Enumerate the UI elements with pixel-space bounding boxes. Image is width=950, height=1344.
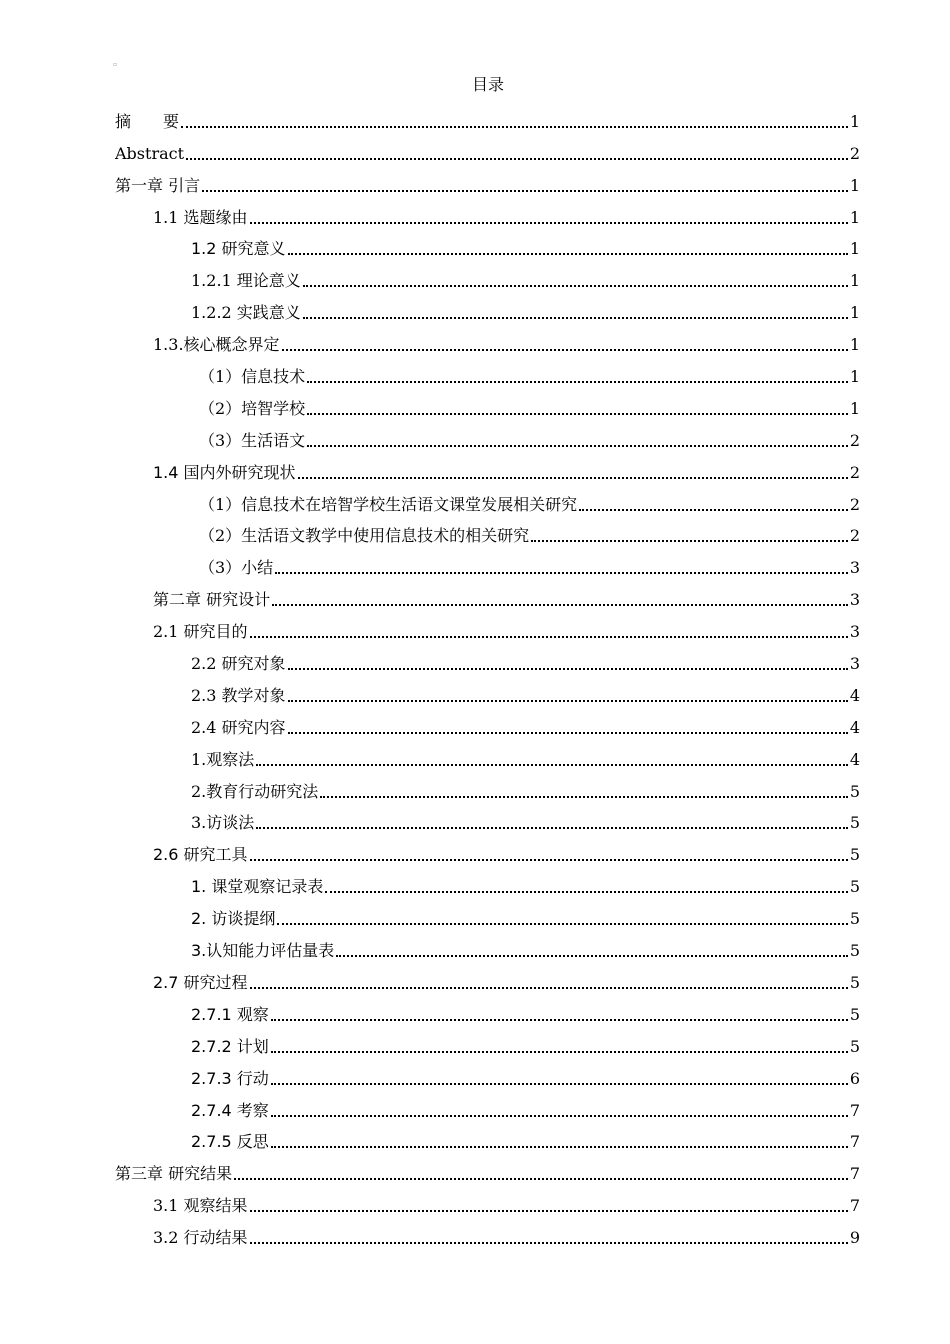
toc-entry-label: 3.1 观察结果: [153, 1196, 248, 1216]
toc-entry-label: 2.3 教学对象: [191, 685, 286, 705]
toc-entry-page-number: 4: [849, 717, 860, 737]
toc-entry[interactable]: [0, 1152, 950, 1184]
toc-entry-page-number: 2: [849, 430, 860, 450]
toc-dot-leader: [303, 285, 848, 287]
toc-entry-label: 3.2 行动结果: [153, 1228, 248, 1248]
toc-entry[interactable]: [0, 164, 950, 196]
toc-dot-leader: [250, 1242, 848, 1244]
toc-dot-leader: [271, 1051, 848, 1053]
toc-entry-label: （1）信息技术在培智学校生活语文课堂发展相关研究: [199, 494, 578, 514]
toc-dot-leader: [288, 700, 848, 702]
toc-dot-leader: [250, 987, 848, 989]
toc-entry[interactable]: [0, 706, 950, 738]
toc-dot-leader: [250, 1210, 848, 1212]
toc-dot-leader: [250, 859, 848, 861]
toc-entry[interactable]: [0, 483, 950, 515]
toc-dot-leader: [336, 955, 848, 957]
toc-entry-label: （2）生活语文教学中使用信息技术的相关研究: [199, 526, 530, 546]
toc-entry-label: 第一章 引言: [115, 175, 201, 195]
toc-dot-leader: [250, 222, 848, 224]
toc-dot-leader: [531, 540, 848, 542]
toc-entry-label: 2.2 研究对象: [191, 654, 286, 674]
toc-entry-label: 2.7 研究过程: [153, 972, 248, 992]
toc-dot-leader: [271, 1019, 848, 1021]
toc-dot-leader: [256, 827, 848, 829]
toc-entry-page-number: 4: [849, 685, 860, 705]
toc-entry-label: 第二章 研究设计: [153, 590, 271, 610]
toc-entry-page-number: 1: [849, 367, 860, 387]
toc-dot-leader: [325, 891, 847, 893]
toc-entry[interactable]: [0, 1025, 950, 1057]
toc-entry-page-number: 5: [849, 877, 860, 897]
toc-dot-leader: [271, 1146, 848, 1148]
toc-entry[interactable]: [0, 228, 950, 260]
toc-entry-label: 2.7.4 考察: [191, 1100, 269, 1120]
toc-entry-label: 摘 要: [115, 111, 180, 131]
toc-entry-page-number: 5: [849, 1004, 860, 1024]
toc-dot-leader: [579, 509, 848, 511]
toc-entry-page-number: 5: [849, 909, 860, 929]
toc-entry-label: 2.6 研究工具: [153, 845, 248, 865]
toc-entry[interactable]: [0, 578, 950, 610]
toc-entry-page-number: 1: [849, 398, 860, 418]
toc-entry[interactable]: [0, 100, 950, 132]
toc-entry-page-number: 5: [849, 941, 860, 961]
toc-entry-label: 1.2 研究意义: [191, 239, 286, 259]
toc-entry-page-number: 1: [849, 207, 860, 227]
toc-entry[interactable]: [0, 546, 950, 578]
toc-entry[interactable]: [0, 897, 950, 929]
toc-entry-label: 3.认知能力评估量表: [191, 941, 335, 961]
toc-dot-leader: [181, 126, 848, 128]
toc-entry-label: （1）信息技术: [199, 367, 306, 387]
toc-list: [0, 100, 950, 1248]
toc-entry-page-number: 1: [849, 175, 860, 195]
toc-entry-label: 2.7.3 行动: [191, 1068, 269, 1088]
toc-entry-page-number: 7: [849, 1132, 860, 1152]
toc-entry-page-number: 6: [849, 1068, 860, 1088]
toc-entry-label: 1.4 国内外研究现状: [153, 462, 296, 482]
toc-entry-label: 2.4 研究内容: [191, 717, 286, 737]
toc-title: 目录: [471, 75, 504, 94]
toc-entry-label: （3）小结: [199, 558, 274, 578]
toc-entry-label: 第三章 研究结果: [115, 1164, 233, 1184]
toc-dot-leader: [298, 477, 848, 479]
toc-entry-label: 2.7.5 反思: [191, 1132, 269, 1152]
toc-entry[interactable]: [0, 865, 950, 897]
toc-entry[interactable]: [0, 259, 950, 291]
toc-entry[interactable]: [0, 132, 950, 164]
toc-entry-page-number: 2: [849, 143, 860, 163]
toc-entry[interactable]: [0, 291, 950, 323]
toc-entry-label: （3）生活语文: [199, 430, 306, 450]
toc-entry-page-number: 1: [849, 271, 860, 291]
toc-dot-leader: [275, 572, 848, 574]
toc-entry-page-number: 1: [849, 111, 860, 131]
toc-entry-page-number: 2: [849, 462, 860, 482]
toc-entry-label: 2. 访谈提纲: [191, 909, 276, 929]
toc-entry-page-number: 9: [849, 1228, 860, 1248]
corner-mark: ▫: [113, 61, 118, 68]
toc-entry-label: 1.2.1 理论意义: [191, 271, 301, 291]
toc-dot-leader: [186, 158, 848, 160]
toc-entry[interactable]: [0, 642, 950, 674]
toc-entry-label: 2.7.1 观察: [191, 1004, 269, 1024]
toc-entry[interactable]: [0, 451, 950, 483]
toc-entry-label: 1. 课堂观察记录表: [191, 877, 324, 897]
toc-entry[interactable]: [0, 833, 950, 865]
toc-entry-page-number: 1: [849, 239, 860, 259]
toc-entry-page-number: 3: [849, 590, 860, 610]
toc-dot-leader: [271, 1083, 848, 1085]
toc-dot-leader: [288, 732, 848, 734]
toc-entry[interactable]: [0, 1121, 950, 1153]
toc-entry[interactable]: [0, 196, 950, 228]
toc-entry-page-number: 1: [849, 335, 860, 355]
toc-entry[interactable]: [0, 1057, 950, 1089]
toc-entry-label: 2.教育行动研究法: [191, 781, 319, 801]
toc-dot-leader: [307, 413, 848, 415]
toc-entry-label: 1.3.核心概念界定: [153, 335, 280, 355]
toc-entry-page-number: 4: [849, 749, 860, 769]
toc-entry-page-number: 7: [849, 1100, 860, 1120]
toc-entry[interactable]: [0, 993, 950, 1025]
toc-entry[interactable]: [0, 387, 950, 419]
toc-dot-leader: [250, 636, 848, 638]
toc-entry[interactable]: [0, 1216, 950, 1248]
toc-entry-label: 3.访谈法: [191, 813, 255, 833]
toc-dot-leader: [303, 317, 848, 319]
toc-entry[interactable]: [0, 610, 950, 642]
toc-entry-page-number: 3: [849, 558, 860, 578]
toc-entry[interactable]: [0, 738, 950, 770]
toc-entry-page-number: 7: [849, 1164, 860, 1184]
toc-dot-leader: [234, 1178, 848, 1180]
toc-entry[interactable]: [0, 1089, 950, 1121]
toc-dot-leader: [288, 668, 848, 670]
toc-entry-label: 1.2.2 实践意义: [191, 303, 301, 323]
toc-entry[interactable]: [0, 770, 950, 802]
toc-dot-leader: [271, 1115, 848, 1117]
toc-entry-page-number: 5: [849, 972, 860, 992]
toc-entry-label: 1.1 选题缘由: [153, 207, 248, 227]
toc-entry-page-number: 2: [849, 526, 860, 546]
toc-entry-page-number: 7: [849, 1196, 860, 1216]
toc-entry-label: （2）培智学校: [199, 398, 306, 418]
toc-entry[interactable]: [0, 929, 950, 961]
toc-entry-page-number: 5: [849, 781, 860, 801]
toc-entry[interactable]: [0, 323, 950, 355]
toc-dot-leader: [288, 253, 848, 255]
toc-entry[interactable]: [0, 515, 950, 547]
toc-dot-leader: [307, 445, 848, 447]
toc-entry-page-number: 5: [849, 1036, 860, 1056]
toc-entry[interactable]: [0, 961, 950, 993]
toc-entry-label: 1.观察法: [191, 749, 255, 769]
toc-entry[interactable]: [0, 419, 950, 451]
toc-dot-leader: [202, 190, 848, 192]
toc-dot-leader: [272, 604, 848, 606]
toc-entry-page-number: 1: [849, 303, 860, 323]
toc-entry-page-number: 2: [849, 494, 860, 514]
toc-dot-leader: [277, 923, 847, 925]
toc-entry[interactable]: [0, 674, 950, 706]
toc-entry-page-number: 5: [849, 845, 860, 865]
toc-entry-page-number: 5: [849, 813, 860, 833]
toc-entry[interactable]: [0, 355, 950, 387]
toc-dot-leader: [282, 349, 848, 351]
toc-entry-page-number: 3: [849, 654, 860, 674]
toc-entry-label: 2.7.2 计划: [191, 1036, 269, 1056]
toc-entry-label: 2.1 研究目的: [153, 622, 248, 642]
toc-entry[interactable]: [0, 802, 950, 834]
toc-entry[interactable]: [0, 1184, 950, 1216]
toc-dot-leader: [256, 764, 848, 766]
toc-entry-label: Abstract: [115, 143, 185, 163]
toc-dot-leader: [320, 796, 848, 798]
toc-dot-leader: [307, 381, 848, 383]
toc-entry-page-number: 3: [849, 622, 860, 642]
